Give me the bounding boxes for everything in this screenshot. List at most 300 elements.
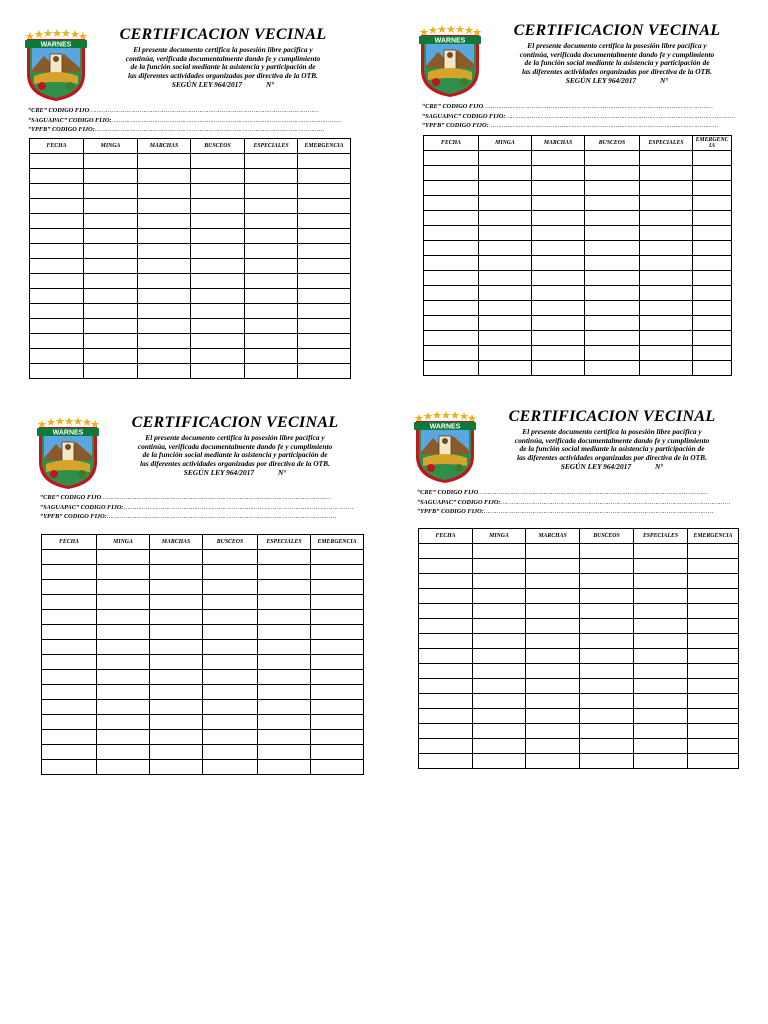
table-cell[interactable] <box>245 214 298 229</box>
table-cell[interactable] <box>203 640 258 655</box>
table-cell[interactable] <box>419 694 473 709</box>
table-cell[interactable] <box>42 700 97 715</box>
table-cell[interactable] <box>479 151 532 166</box>
table-cell[interactable] <box>585 151 640 166</box>
table-cell[interactable] <box>532 286 585 301</box>
table-cell[interactable] <box>634 559 688 574</box>
table-cell[interactable] <box>580 619 634 634</box>
table-cell[interactable] <box>688 664 739 679</box>
table-cell[interactable] <box>634 679 688 694</box>
table-cell[interactable] <box>191 199 245 214</box>
table-cell[interactable] <box>30 289 84 304</box>
table-cell[interactable] <box>580 754 634 769</box>
table-cell[interactable] <box>634 709 688 724</box>
table-cell[interactable] <box>84 169 138 184</box>
table-cell[interactable] <box>640 331 693 346</box>
table-cell[interactable] <box>424 226 479 241</box>
table-cell[interactable] <box>526 604 580 619</box>
table-cell[interactable] <box>84 319 138 334</box>
table-cell[interactable] <box>580 664 634 679</box>
table-cell[interactable] <box>526 574 580 589</box>
table-cell[interactable] <box>30 364 84 379</box>
table-cell[interactable] <box>245 244 298 259</box>
table-cell[interactable] <box>84 184 138 199</box>
table-cell[interactable] <box>298 154 351 169</box>
table-cell[interactable] <box>693 241 732 256</box>
table-cell[interactable] <box>424 331 479 346</box>
table-cell[interactable] <box>42 610 97 625</box>
table-cell[interactable] <box>526 709 580 724</box>
table-cell[interactable] <box>245 319 298 334</box>
table-cell[interactable] <box>693 361 732 376</box>
table-cell[interactable] <box>150 760 203 775</box>
table-cell[interactable] <box>419 574 473 589</box>
table-cell[interactable] <box>258 655 311 670</box>
table-cell[interactable] <box>532 166 585 181</box>
table-cell[interactable] <box>473 619 526 634</box>
table-cell[interactable] <box>258 745 311 760</box>
table-cell[interactable] <box>84 349 138 364</box>
table-cell[interactable] <box>258 610 311 625</box>
table-cell[interactable] <box>424 256 479 271</box>
table-cell[interactable] <box>30 214 84 229</box>
table-cell[interactable] <box>580 649 634 664</box>
table-cell[interactable] <box>298 289 351 304</box>
table-cell[interactable] <box>419 589 473 604</box>
table-cell[interactable] <box>580 559 634 574</box>
table-cell[interactable] <box>138 304 191 319</box>
table-cell[interactable] <box>585 346 640 361</box>
table-cell[interactable] <box>97 715 150 730</box>
table-cell[interactable] <box>245 334 298 349</box>
table-cell[interactable] <box>585 196 640 211</box>
table-cell[interactable] <box>585 361 640 376</box>
table-cell[interactable] <box>311 760 364 775</box>
table-cell[interactable] <box>640 151 693 166</box>
table-cell[interactable] <box>479 226 532 241</box>
table-cell[interactable] <box>138 229 191 244</box>
table-cell[interactable] <box>42 625 97 640</box>
table-cell[interactable] <box>138 274 191 289</box>
table-cell[interactable] <box>311 625 364 640</box>
table-cell[interactable] <box>693 316 732 331</box>
table-cell[interactable] <box>191 169 245 184</box>
table-cell[interactable] <box>580 574 634 589</box>
table-cell[interactable] <box>526 589 580 604</box>
table-cell[interactable] <box>473 649 526 664</box>
table-cell[interactable] <box>42 565 97 580</box>
saguapac-code-row[interactable] <box>28 116 346 126</box>
table-cell[interactable] <box>424 196 479 211</box>
table-cell[interactable] <box>580 709 634 724</box>
table-cell[interactable] <box>30 274 84 289</box>
table-cell[interactable] <box>203 745 258 760</box>
table-cell[interactable] <box>580 694 634 709</box>
table-cell[interactable] <box>245 229 298 244</box>
table-cell[interactable] <box>298 304 351 319</box>
table-cell[interactable] <box>84 244 138 259</box>
table-cell[interactable] <box>532 316 585 331</box>
table-cell[interactable] <box>150 700 203 715</box>
table-cell[interactable] <box>150 685 203 700</box>
table-cell[interactable] <box>532 346 585 361</box>
table-cell[interactable] <box>84 259 138 274</box>
table-cell[interactable] <box>424 166 479 181</box>
table-cell[interactable] <box>580 589 634 604</box>
table-cell[interactable] <box>258 625 311 640</box>
table-cell[interactable] <box>138 244 191 259</box>
table-cell[interactable] <box>424 361 479 376</box>
table-cell[interactable] <box>191 184 245 199</box>
table-cell[interactable] <box>580 634 634 649</box>
table-cell[interactable] <box>191 259 245 274</box>
table-cell[interactable] <box>424 241 479 256</box>
table-cell[interactable] <box>640 361 693 376</box>
table-cell[interactable] <box>203 580 258 595</box>
table-cell[interactable] <box>640 271 693 286</box>
table-cell[interactable] <box>419 679 473 694</box>
table-cell[interactable] <box>473 589 526 604</box>
table-cell[interactable] <box>634 544 688 559</box>
table-cell[interactable] <box>424 346 479 361</box>
table-cell[interactable] <box>97 610 150 625</box>
table-cell[interactable] <box>640 166 693 181</box>
table-cell[interactable] <box>84 304 138 319</box>
table-cell[interactable] <box>42 745 97 760</box>
table-cell[interactable] <box>580 604 634 619</box>
table-cell[interactable] <box>150 550 203 565</box>
table-cell[interactable] <box>532 151 585 166</box>
table-cell[interactable] <box>526 694 580 709</box>
table-cell[interactable] <box>532 241 585 256</box>
table-cell[interactable] <box>311 715 364 730</box>
table-cell[interactable] <box>97 595 150 610</box>
table-cell[interactable] <box>693 286 732 301</box>
table-cell[interactable] <box>688 634 739 649</box>
table-cell[interactable] <box>245 199 298 214</box>
table-cell[interactable] <box>203 610 258 625</box>
table-cell[interactable] <box>479 271 532 286</box>
table-cell[interactable] <box>203 625 258 640</box>
table-cell[interactable] <box>419 559 473 574</box>
table-cell[interactable] <box>138 289 191 304</box>
table-cell[interactable] <box>298 199 351 214</box>
table-cell[interactable] <box>138 319 191 334</box>
table-cell[interactable] <box>479 166 532 181</box>
table-cell[interactable] <box>526 619 580 634</box>
table-cell[interactable] <box>42 685 97 700</box>
table-cell[interactable] <box>258 565 311 580</box>
table-cell[interactable] <box>479 301 532 316</box>
table-cell[interactable] <box>634 664 688 679</box>
table-cell[interactable] <box>138 199 191 214</box>
cre-code-row[interactable] <box>28 106 346 116</box>
table-cell[interactable] <box>191 154 245 169</box>
table-cell[interactable] <box>424 286 479 301</box>
table-cell[interactable] <box>473 634 526 649</box>
table-cell[interactable] <box>298 349 351 364</box>
table-cell[interactable] <box>203 700 258 715</box>
table-cell[interactable] <box>688 559 739 574</box>
table-cell[interactable] <box>473 679 526 694</box>
table-cell[interactable] <box>473 574 526 589</box>
table-cell[interactable] <box>419 724 473 739</box>
table-cell[interactable] <box>688 619 739 634</box>
table-cell[interactable] <box>191 364 245 379</box>
table-cell[interactable] <box>532 331 585 346</box>
table-cell[interactable] <box>585 301 640 316</box>
table-cell[interactable] <box>97 580 150 595</box>
table-cell[interactable] <box>634 694 688 709</box>
table-cell[interactable] <box>298 184 351 199</box>
table-cell[interactable] <box>97 670 150 685</box>
table-cell[interactable] <box>693 151 732 166</box>
table-cell[interactable] <box>693 331 732 346</box>
table-cell[interactable] <box>150 640 203 655</box>
table-cell[interactable] <box>585 241 640 256</box>
table-cell[interactable] <box>258 760 311 775</box>
table-cell[interactable] <box>311 745 364 760</box>
table-cell[interactable] <box>298 319 351 334</box>
table-cell[interactable] <box>42 670 97 685</box>
table-cell[interactable] <box>138 349 191 364</box>
table-cell[interactable] <box>42 760 97 775</box>
table-cell[interactable] <box>419 664 473 679</box>
table-cell[interactable] <box>580 739 634 754</box>
saguapac-code-row[interactable] <box>422 112 740 122</box>
table-cell[interactable] <box>245 274 298 289</box>
table-cell[interactable] <box>203 730 258 745</box>
table-cell[interactable] <box>138 214 191 229</box>
table-cell[interactable] <box>585 271 640 286</box>
table-cell[interactable] <box>693 301 732 316</box>
cre-code-row[interactable] <box>422 102 740 112</box>
table-cell[interactable] <box>424 316 479 331</box>
table-cell[interactable] <box>203 670 258 685</box>
table-cell[interactable] <box>84 334 138 349</box>
table-cell[interactable] <box>150 625 203 640</box>
table-cell[interactable] <box>688 589 739 604</box>
table-cell[interactable] <box>311 595 364 610</box>
ypfb-code-row[interactable] <box>28 125 346 135</box>
table-cell[interactable] <box>258 670 311 685</box>
table-cell[interactable] <box>150 595 203 610</box>
table-cell[interactable] <box>585 286 640 301</box>
table-cell[interactable] <box>688 709 739 724</box>
table-cell[interactable] <box>191 334 245 349</box>
table-cell[interactable] <box>526 634 580 649</box>
table-cell[interactable] <box>688 649 739 664</box>
table-cell[interactable] <box>634 619 688 634</box>
table-cell[interactable] <box>97 760 150 775</box>
table-cell[interactable] <box>688 694 739 709</box>
table-cell[interactable] <box>203 715 258 730</box>
table-cell[interactable] <box>473 709 526 724</box>
table-cell[interactable] <box>150 715 203 730</box>
table-cell[interactable] <box>532 196 585 211</box>
table-cell[interactable] <box>585 181 640 196</box>
table-cell[interactable] <box>42 580 97 595</box>
table-cell[interactable] <box>526 754 580 769</box>
table-cell[interactable] <box>634 634 688 649</box>
table-cell[interactable] <box>634 739 688 754</box>
table-cell[interactable] <box>473 724 526 739</box>
table-cell[interactable] <box>30 349 84 364</box>
table-cell[interactable] <box>634 724 688 739</box>
table-cell[interactable] <box>473 544 526 559</box>
table-cell[interactable] <box>30 169 84 184</box>
table-cell[interactable] <box>97 745 150 760</box>
table-cell[interactable] <box>640 256 693 271</box>
table-cell[interactable] <box>150 670 203 685</box>
table-cell[interactable] <box>30 184 84 199</box>
table-cell[interactable] <box>640 286 693 301</box>
table-cell[interactable] <box>640 241 693 256</box>
table-cell[interactable] <box>634 604 688 619</box>
table-cell[interactable] <box>138 259 191 274</box>
table-cell[interactable] <box>479 316 532 331</box>
table-cell[interactable] <box>532 181 585 196</box>
table-cell[interactable] <box>258 595 311 610</box>
table-cell[interactable] <box>245 184 298 199</box>
table-cell[interactable] <box>84 289 138 304</box>
ypfb-code-row[interactable] <box>417 507 735 517</box>
table-cell[interactable] <box>688 544 739 559</box>
table-cell[interactable] <box>640 181 693 196</box>
table-cell[interactable] <box>138 154 191 169</box>
ypfb-code-row[interactable] <box>40 512 358 522</box>
table-cell[interactable] <box>245 154 298 169</box>
table-cell[interactable] <box>532 271 585 286</box>
table-cell[interactable] <box>311 730 364 745</box>
table-cell[interactable] <box>693 226 732 241</box>
table-cell[interactable] <box>419 544 473 559</box>
table-cell[interactable] <box>585 226 640 241</box>
table-cell[interactable] <box>640 301 693 316</box>
table-cell[interactable] <box>42 715 97 730</box>
table-cell[interactable] <box>191 229 245 244</box>
table-cell[interactable] <box>585 316 640 331</box>
table-cell[interactable] <box>479 196 532 211</box>
table-cell[interactable] <box>424 271 479 286</box>
table-cell[interactable] <box>258 730 311 745</box>
table-cell[interactable] <box>473 739 526 754</box>
table-cell[interactable] <box>634 589 688 604</box>
table-cell[interactable] <box>473 559 526 574</box>
table-cell[interactable] <box>191 304 245 319</box>
table-cell[interactable] <box>298 364 351 379</box>
table-cell[interactable] <box>84 214 138 229</box>
table-cell[interactable] <box>258 715 311 730</box>
table-cell[interactable] <box>424 151 479 166</box>
table-cell[interactable] <box>526 679 580 694</box>
table-cell[interactable] <box>311 640 364 655</box>
table-cell[interactable] <box>203 760 258 775</box>
table-cell[interactable] <box>479 241 532 256</box>
table-cell[interactable] <box>191 214 245 229</box>
table-cell[interactable] <box>150 730 203 745</box>
table-cell[interactable] <box>42 550 97 565</box>
table-cell[interactable] <box>479 286 532 301</box>
table-cell[interactable] <box>419 649 473 664</box>
table-cell[interactable] <box>97 700 150 715</box>
table-cell[interactable] <box>311 670 364 685</box>
table-cell[interactable] <box>203 655 258 670</box>
table-cell[interactable] <box>84 199 138 214</box>
table-cell[interactable] <box>473 664 526 679</box>
table-cell[interactable] <box>479 181 532 196</box>
table-cell[interactable] <box>191 244 245 259</box>
table-cell[interactable] <box>97 640 150 655</box>
cre-code-row[interactable] <box>417 488 735 498</box>
table-cell[interactable] <box>30 259 84 274</box>
table-cell[interactable] <box>634 649 688 664</box>
table-cell[interactable] <box>191 274 245 289</box>
table-cell[interactable] <box>203 685 258 700</box>
table-cell[interactable] <box>298 214 351 229</box>
table-cell[interactable] <box>693 196 732 211</box>
table-cell[interactable] <box>419 709 473 724</box>
table-cell[interactable] <box>479 361 532 376</box>
saguapac-code-row[interactable] <box>40 503 358 513</box>
table-cell[interactable] <box>150 610 203 625</box>
table-cell[interactable] <box>311 580 364 595</box>
table-cell[interactable] <box>258 580 311 595</box>
saguapac-code-row[interactable] <box>417 498 735 508</box>
table-cell[interactable] <box>258 700 311 715</box>
table-cell[interactable] <box>191 319 245 334</box>
table-cell[interactable] <box>479 331 532 346</box>
table-cell[interactable] <box>311 700 364 715</box>
table-cell[interactable] <box>688 604 739 619</box>
table-cell[interactable] <box>532 226 585 241</box>
table-cell[interactable] <box>30 334 84 349</box>
table-cell[interactable] <box>298 259 351 274</box>
table-cell[interactable] <box>97 730 150 745</box>
table-cell[interactable] <box>150 655 203 670</box>
table-cell[interactable] <box>419 634 473 649</box>
table-cell[interactable] <box>688 724 739 739</box>
table-cell[interactable] <box>419 619 473 634</box>
table-cell[interactable] <box>258 550 311 565</box>
table-cell[interactable] <box>693 346 732 361</box>
table-cell[interactable] <box>424 181 479 196</box>
table-cell[interactable] <box>311 685 364 700</box>
table-cell[interactable] <box>688 679 739 694</box>
table-cell[interactable] <box>84 364 138 379</box>
table-cell[interactable] <box>693 211 732 226</box>
table-cell[interactable] <box>191 289 245 304</box>
table-cell[interactable] <box>640 211 693 226</box>
table-cell[interactable] <box>298 334 351 349</box>
table-cell[interactable] <box>203 550 258 565</box>
table-cell[interactable] <box>424 301 479 316</box>
table-cell[interactable] <box>585 211 640 226</box>
table-cell[interactable] <box>30 304 84 319</box>
table-cell[interactable] <box>298 229 351 244</box>
table-cell[interactable] <box>526 724 580 739</box>
table-cell[interactable] <box>693 256 732 271</box>
table-cell[interactable] <box>138 334 191 349</box>
table-cell[interactable] <box>311 565 364 580</box>
table-cell[interactable] <box>688 739 739 754</box>
table-cell[interactable] <box>532 256 585 271</box>
table-cell[interactable] <box>473 694 526 709</box>
table-cell[interactable] <box>419 739 473 754</box>
table-cell[interactable] <box>97 685 150 700</box>
table-cell[interactable] <box>479 346 532 361</box>
table-cell[interactable] <box>473 754 526 769</box>
